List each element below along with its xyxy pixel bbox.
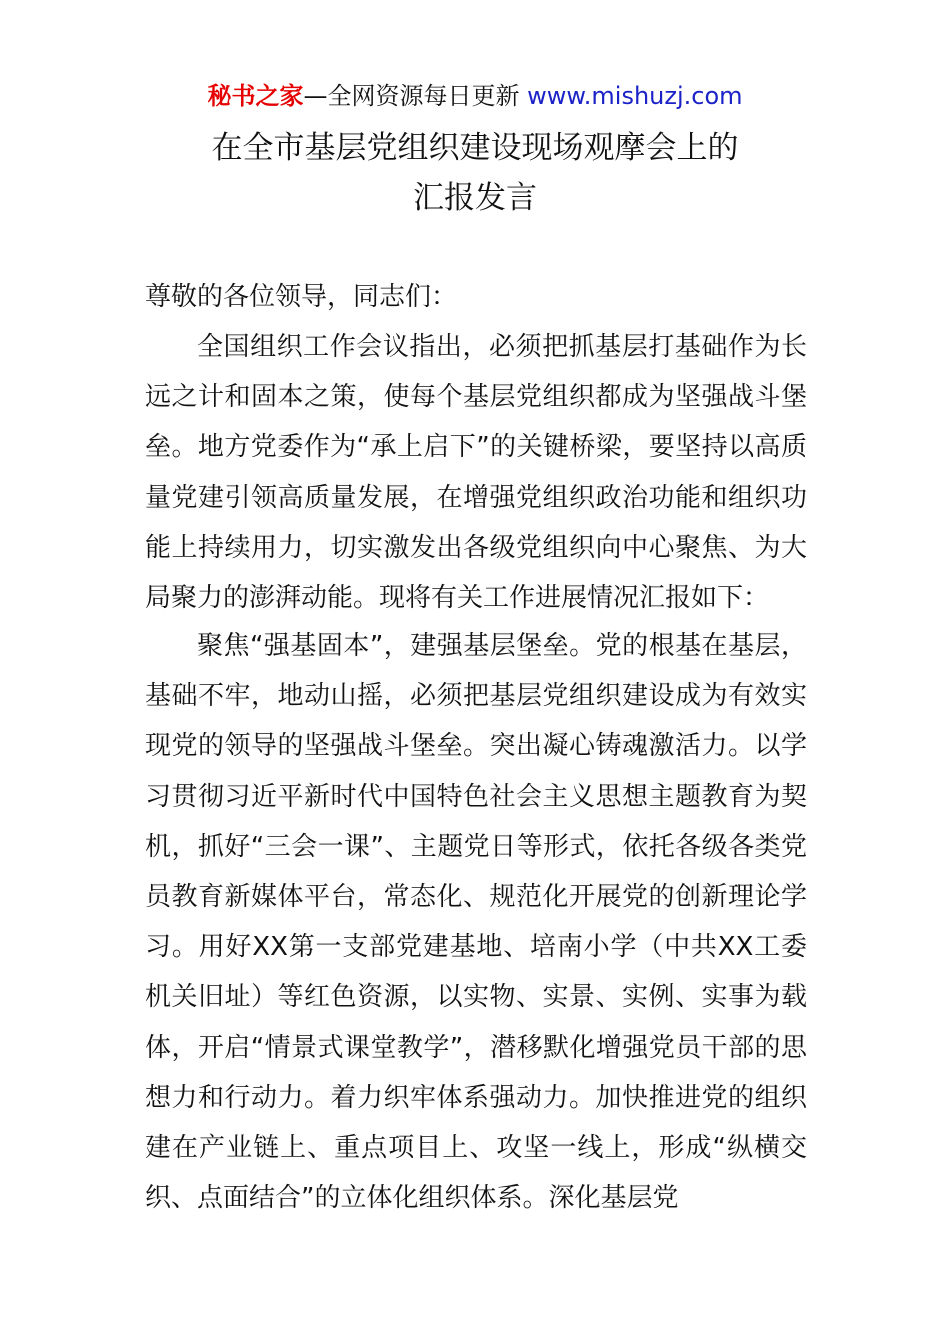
paragraph-section-1: 聚焦“强基固本”，建强基层堡垒。党的根基在基层，基础不牢，地动山摇，必须把基层党组织建设成为有效实现党的领导的坚强战斗堡垒。突出凝心铸魂激活力。以学习贯彻习近平新时代中国特色社会主义思想主题教育为契机，抓好“三会一课”、主题党日等形式，依托各级各类党员教育新媒体平台，常态化、规范化开展党的创新理论学习。用好XX第一支部党建基地、培南小学（中共XX工委机关旧址）等红色资源，以实物、实景、实例、实事为载体，开启“情景式课堂教学”，潜移默化增强党员干部的思想力和行动力。着力织牢体系强动力。加快推进党的组织建在产业链上、重点项目上、攻坚一线上，形成“纵横交织、点面结合”的立体化组织体系。深化基层党 [145,631,807,1214]
salutation: 尊敬的各位领导，同志们： [145,282,458,312]
document-title-line-1: 在全市基层党组织建设现场观摩会上的 [211,130,739,166]
site-header [0,78,950,114]
site-url-link[interactable]: www.mishuzj.com [527,82,743,110]
header-tagline: —全网资源每日更新 [303,82,520,110]
document-title-line-2: 汇报发言 [413,180,537,216]
brand-name: 秘书之家 [207,82,304,110]
paragraph-intro: 全国组织工作会议指出，必须把抓基层打基础作为长远之计和固本之策，使每个基层党组织都成为坚强战斗堡垒。地方党委作为“承上启下”的关键桥梁，要坚持以高质量党建引领高质量发展，在增强党组织政治功能和组织功能上持续用力，切实激发出各级党组织向中心聚焦、为大局聚力的澎湃动能。现将有关工作进展情况汇报如下： [145,332,807,614]
